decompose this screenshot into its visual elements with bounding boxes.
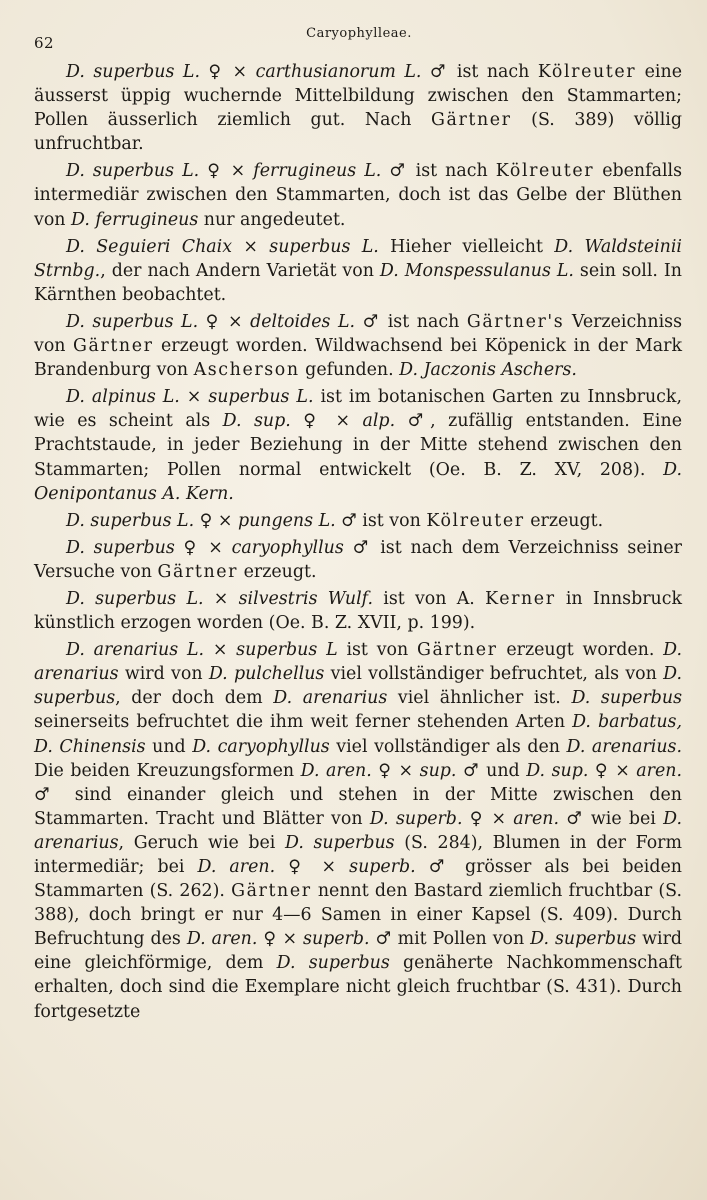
author-name: Kölreuter [537,62,637,82]
taxon-name: D. superbus ♀ × caryophyllus ♂ [66,537,372,558]
taxon-name: D. arenarius [34,640,682,685]
author-name: Kerner [485,588,556,609]
text-run: erzeugt worden. Wildwachsend bei Köpenick in der Mark Brandenburg von [34,336,682,381]
text-run: viel vollständiger befruchtet, als von [324,664,664,685]
author-name: Gärtner's [466,311,565,332]
paragraph [34,385,682,505]
text-run: nennt den Bastard ziemlich fruchtbar (S. 388), doch bringt er nur 4—6 Samen in einer Kapsel (S. 409). Durch Befruchtung des [34,881,683,950]
text-run: sind einander gleich und stehen in der Mitte zwischen den Stammarten. Tracht und Blätter von [34,784,682,829]
taxon-name: D. barbatus, D. Chinensis [34,712,682,757]
taxon-name: D. superbus L. ♀ × carthusianorum L. ♂ [66,62,449,82]
text-run: Die beiden Kreuzungsformen [34,760,301,781]
taxon-name: D. Monspessulanus L. [379,260,574,281]
text-run: und [479,760,527,781]
text-run: und [145,736,193,757]
text-run: , der doch dem [115,688,274,709]
text-run: (S. 284), Blumen in der Form intermediär; bei [34,832,682,877]
taxon-name: D. Waldsteinii Strnbg. [34,236,682,281]
paragraph [34,159,682,231]
text-run: grösser als bei beiden Stammarten (S. 262). [34,857,682,902]
text-run: ist nach [380,311,467,332]
taxon-name: D. alpinus L. × superbus L. [66,387,314,408]
text-run: erzeugt. [238,561,317,582]
taxon-name: D. superb. ♀ × aren. ♂ [369,808,584,829]
taxon-name: D. superbus [571,688,683,709]
text-run: (S. 389) völlig unfruchtbar. [34,110,682,155]
text-run: ist von [337,640,417,661]
taxon-name: D. superbus L. ♀ × deltoides L. ♂ [66,311,381,332]
author-name: Ascherson [193,360,300,381]
text-run: seinerseits befruchtet die ihm weit ferner stehenden Arten [34,712,573,733]
taxon-name: D. Jaczonis Aschers. [399,360,577,381]
text-run: nur angedeutet. [198,209,346,230]
text-run: ist nach [448,62,538,82]
author-name: Gärtner [231,881,312,902]
text-run: erzeugt worden. [497,640,664,661]
text-run: erzeugt. [524,510,604,531]
taxon-name: D. arenarius [34,808,683,853]
text-run: ist von A. [373,588,486,609]
text-run: eine äusserst üppig wuchernde Mittelbildung zwischen den Stammarten; Pollen äusserlich ziemlich gut. Nach [34,62,682,131]
taxon-name: D. superbus L. ♀ × ferrugineus L. ♂ [66,161,408,182]
text-run: , der nach Andern Varietät von [100,260,380,281]
paragraph [34,587,682,635]
text-run: ist im botanischen Garten zu Innsbruck, wie es scheint als [34,387,682,432]
taxon-name: D. superbus [34,664,682,709]
taxon-name: D. pulchellus [208,664,325,685]
text-run: ebenfalls intermediär zwischen den Stammarten, doch ist das Gelbe der Blüthen von [34,161,682,230]
page-number: 62 [34,34,55,52]
taxon-name: D. superbus L. ♀ × pungens L. ♂ [66,510,357,531]
author-name: Gärtner [157,561,239,582]
taxon-name: D. aren. ♀ × superb. ♂ [197,857,452,877]
text-run: wird eine gleichförmige, dem [34,929,683,974]
text-run: Hieher vielleicht [378,236,555,257]
paragraph [34,638,682,1024]
taxon-name: D. superbus L. × silvestris Wulf. [66,588,374,609]
text-run: genäherte Nachkommenschaft erhalten, doch sind die Exemplare nicht gleich fruchtbar (S. 431). Durch fortgesetzte [34,953,682,1022]
paragraph [34,509,682,533]
text-run: viel ähnlicher ist. [387,688,572,709]
paragraph [34,235,682,307]
paragraph [34,536,682,584]
taxon-name: D. superbus [530,929,637,950]
text-run: wird von [118,664,209,685]
author-name: Kölreuter [426,510,525,531]
taxon-name: D. Seguieri Chaix × superbus L. [66,236,379,257]
taxon-name: D. ferrugineus [71,209,199,230]
text-run: ist nach [407,161,496,182]
taxon-name: D. sup. ♀ × alp. ♂ [222,411,431,432]
text-run: Verzeichniss von [34,311,682,357]
text-run: gefunden. [299,360,400,381]
taxon-name: D. caryophyllus [192,736,330,757]
taxon-name: D. arenarius. [566,736,682,757]
text-run: , zufällig entstanden. Eine Prachtstaude, in jeder Beziehung in der Mitte stehend zwischen den Stammarten; Pollen normal entwickelt (Oe. B. Z. XV, 208). [34,411,682,480]
paragraph [34,60,682,156]
text-run: viel vollständiger als den [329,736,567,757]
text-run: mit Pollen von [391,929,531,950]
taxon-name: D. superbus [276,953,390,974]
taxon-name: D. aren. ♀ × sup. ♂ [300,760,480,781]
author-name: Gärtner [417,640,498,661]
text-run: sein soll. In Kärnthen beobachtet. [34,260,682,305]
body-text [34,60,682,1027]
running-title: Caryophylleae. [306,26,412,41]
text-run: in Innsbruck künstlich erzogen worden (Oe. B. Z. XVII, p. 199). [34,588,683,634]
text-run: ist von [356,510,427,531]
paragraph [34,310,682,382]
page-header [34,22,684,52]
taxon-name: D. aren. ♀ × superb. ♂ [186,929,392,950]
taxon-name: D. superbus [285,832,395,853]
author-name: Gärtner [431,110,512,131]
text-run: , Geruch wie bei [118,832,285,853]
author-name: Kölreuter [495,161,595,182]
taxon-name: D. arenarius [273,688,388,709]
author-name: Gärtner [72,336,154,357]
text-run: ist nach dem Verzeichniss seiner Versuche von [34,537,682,582]
taxon-name: D. Oenipontanus A. Kern. [34,459,682,504]
taxon-name: D. sup. ♀ × aren. ♂ [34,760,683,805]
text-run: wie bei [583,808,664,829]
taxon-name: D. arenarius L. × superbus L [66,640,338,661]
